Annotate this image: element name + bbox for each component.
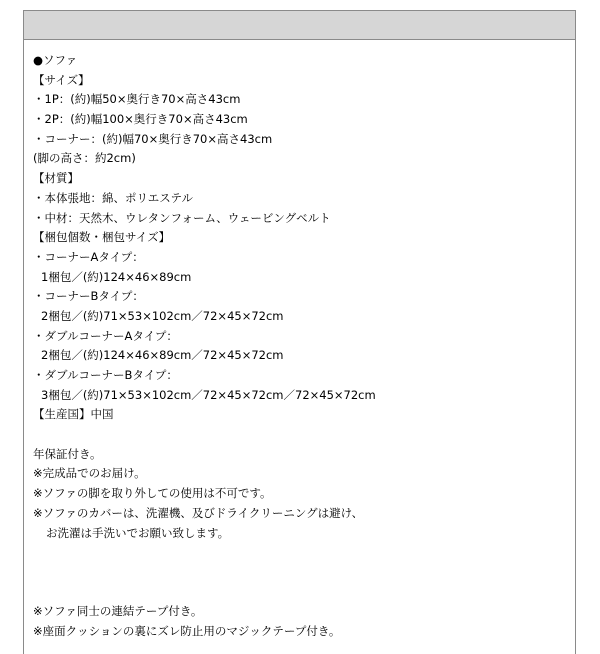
legs-warning-note: ※ソファの脚を取り外しての使用は不可です。 bbox=[33, 486, 272, 501]
material-filling: ・中材：天然木、ウレタンフォーム、ウェービングベルト bbox=[33, 210, 331, 225]
corner-a-label: ・コーナーAタイプ： bbox=[33, 249, 144, 264]
size-2p: ・2P：(約)幅100×奥行き70×高さ43cm bbox=[33, 112, 248, 127]
double-corner-a-label: ・ダブルコーナーAタイプ： bbox=[33, 328, 178, 343]
size-corner: ・コーナー：(約)幅70×奥行き70×高さ43cm bbox=[33, 131, 273, 146]
double-corner-b-label: ・ダブルコーナーBタイプ： bbox=[33, 368, 178, 382]
leg-height: (脚の高さ：約2cm) bbox=[33, 151, 136, 166]
corner-b-size: 2梱包／(約)71×53×102cm／72×45×72cm bbox=[41, 308, 284, 323]
section-sofa-title: ●ソファ bbox=[33, 53, 78, 67]
package-heading: 【梱包個数・梱包サイズ】 bbox=[33, 230, 171, 245]
double-corner-b-size: 3梱包／(約)71×53×102cm／72×45×72cm／72×45×72cm bbox=[41, 387, 376, 402]
spacer bbox=[33, 425, 575, 445]
delivery-note: ※完成品でのお届け。 bbox=[33, 466, 146, 481]
spacer bbox=[33, 543, 575, 602]
double-corner-a-size: 2梱包／(約)124×46×89cm／72×45×72cm bbox=[41, 348, 284, 363]
material-heading: 【材質】 bbox=[33, 171, 79, 186]
warranty-note: 年保証付き。 bbox=[33, 446, 102, 461]
header-bar bbox=[24, 11, 575, 40]
corner-b-label: ・コーナーBタイプ： bbox=[33, 289, 144, 304]
joint-tape-note: ※ソファ同士の連結テープ付き。 bbox=[33, 604, 203, 619]
spec-content bbox=[24, 40, 575, 642]
magic-tape-note: ※座面クッションの裏にズレ防止用のマジックテープ付き。 bbox=[33, 623, 341, 638]
cover-care-note-line1: ※ソファのカバーは、洗濯機、及びドライクリーニングは避け、 bbox=[33, 505, 364, 520]
size-heading: 【サイズ】 bbox=[33, 72, 90, 87]
origin: 【生産国】中国 bbox=[33, 407, 114, 422]
material-upholstery: ・本体張地：綿、ポリエステル bbox=[33, 190, 193, 205]
size-1p: ・1P：(約)幅50×奥行き70×高さ43cm bbox=[33, 92, 241, 107]
corner-a-size: 1梱包／(約)124×46×89cm bbox=[41, 269, 192, 284]
cover-care-note-line2: お洗濯は手洗いでお願い致します。 bbox=[46, 525, 230, 540]
spec-panel bbox=[23, 10, 576, 654]
